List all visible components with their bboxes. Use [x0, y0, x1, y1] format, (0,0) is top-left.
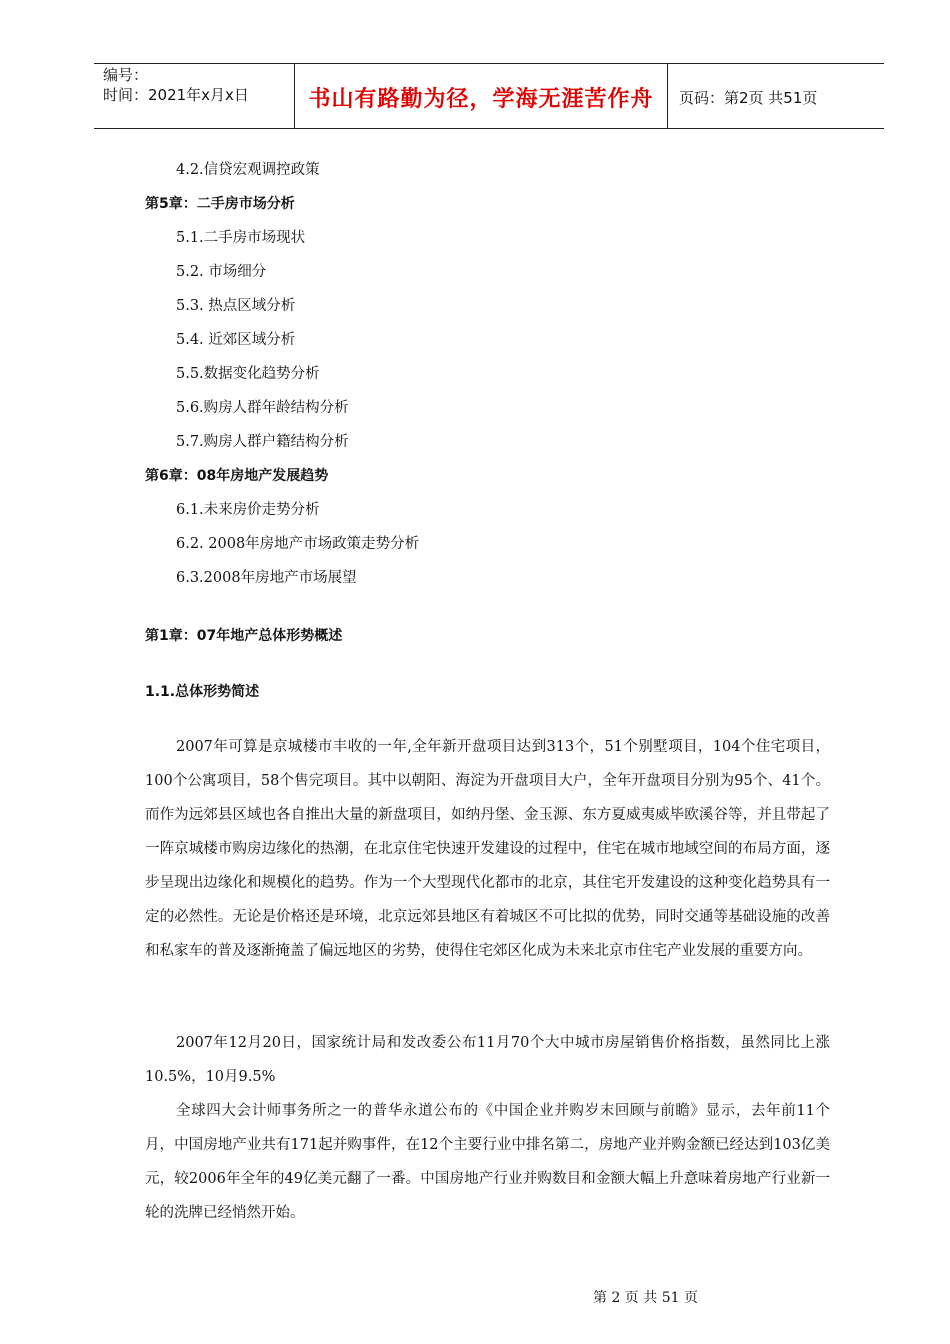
toc-chapter: 第6章：08年房地产发展趋势 [145, 468, 329, 484]
header-meta [103, 65, 249, 105]
header-id-label: 编号： [103, 66, 149, 84]
header-top-rule [94, 63, 884, 64]
paragraph: 全球四大会计师事务所之一的普华永道公布的《中国企业并购岁末回顾与前瞻》显示，去年前11个月，中国房地产业共有171起并购事件，在12个主要行业中排名第二，房地产业并购金额已经达到103亿美元，较2006年全年的49亿美元翻了一番。中国房地产行业并购数目和金额大幅上升意味着房地产行业新一轮的洗牌已经悄然开始。 [145, 1103, 830, 1221]
toc-item: 5.1.二手房市场现状 [176, 230, 306, 246]
toc-item: 5.2. 市场细分 [176, 264, 267, 280]
header-divider-right [667, 63, 668, 129]
toc-item: 5.4. 近郊区域分析 [176, 332, 296, 348]
section-heading: 1.1.总体形势简述 [145, 684, 260, 700]
toc-item: 5.3. 热点区域分析 [176, 298, 296, 314]
header-time-label: 时间：2021年x月x日 [103, 86, 249, 104]
toc-item: 4.2.信贷宏观调控政策 [176, 162, 320, 178]
toc-item: 5.7.购房人群户籍结构分析 [176, 434, 349, 450]
header-bottom-rule [94, 128, 884, 129]
toc-item: 6.3.2008年房地产市场展望 [176, 570, 357, 586]
toc-item: 6.2. 2008年房地产市场政策走势分析 [176, 536, 420, 552]
toc-item: 6.1.未来房价走势分析 [176, 502, 320, 518]
toc-chapter: 第5章：二手房市场分析 [145, 196, 295, 212]
header-motto: 书山有路勤为径，学海无涯苦作舟 [308, 87, 654, 112]
page-footer: 第 2 页 共 51 页 [593, 1290, 698, 1306]
paragraph: 2007年12月20日，国家统计局和发改委公布11月70个大中城市房屋销售价格指数，虽然同比上涨10.5%，10月9.5% [145, 1035, 830, 1085]
header-page-label: 页码：第2页 共51页 [679, 89, 818, 107]
header-divider-left [294, 63, 295, 129]
toc-item: 5.6.购房人群年龄结构分析 [176, 400, 349, 416]
paragraph: 2007年可算是京城楼市丰收的一年,全年新开盘项目达到313个，51个别墅项目，104个住宅项目，100个公寓项目，58个售完项目。其中以朝阳、海淀为开盘项目大户，全年开盘项目分别为95个、41个。而作为远郊县区域也各自推出大量的新盘项目，如纳丹堡、金玉源、东方夏威夷威毕欧溪谷等，并且带起了一阵京城楼市购房边缘化的热潮，在北京住宅快速开发建设的过程中，住宅在城市地域空间的布局方面，逐步呈现出边缘化和规模化的趋势。作为一个大型现代化都市的北京，其住宅开发建设的这种变化趋势具有一定的必然性。无论是价格还是环境，北京远郊县地区有着城区不可比拟的优势，同时交通等基础设施的改善和私家车的普及逐渐掩盖了偏远地区的劣势，使得住宅郊区化成为未来北京市住宅产业发展的重要方向。 [145, 739, 830, 959]
chapter-heading: 第1章：07年地产总体形势概述 [145, 628, 343, 644]
toc-item: 5.5.数据变化趋势分析 [176, 366, 320, 382]
